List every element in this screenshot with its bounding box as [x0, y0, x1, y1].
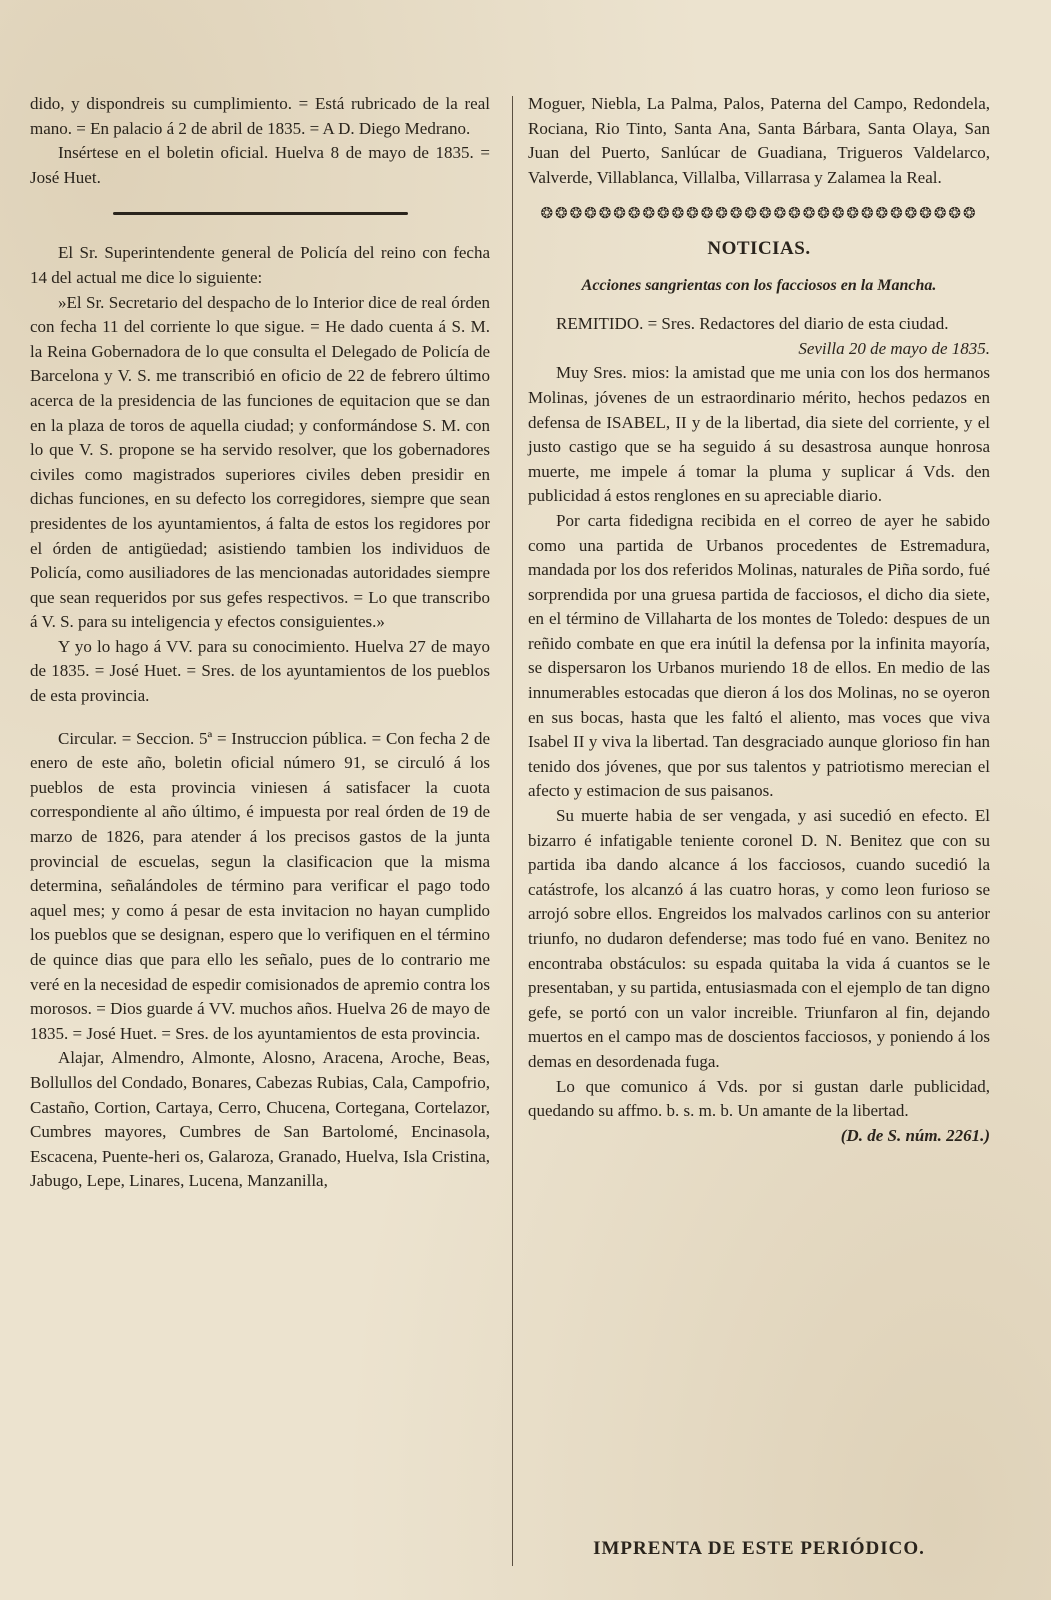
section-rule	[113, 212, 408, 215]
ornament-divider: ❂❂❂❂❂❂❂❂❂❂❂❂❂❂❂❂❂❂❂❂❂❂❂❂❂❂❂❂❂❂	[540, 206, 978, 223]
right-paragraph-3: Muy Sres. mios: la amistad que me unia con los dos hermanos Molinas, jóvenes de un estraordinario mérito, hechos pedazos en defensa de ISABEL, II y de la libertad, dia siete del corriente, y el justo castigo que se ha seguido á su desastrosa aunque honrosa muerte, me impele á tomar la pluma y suplicar á Vds. den publicidad á estos renglones en su apreciable diario.	[528, 363, 990, 506]
section-subheading: Acciones sangrientas con los facciosos en la Mancha.	[581, 276, 937, 294]
left-paragraph-3: El Sr. Superintendente general de Policía del reino con fecha 14 del actual me dice lo siguiente:	[30, 243, 490, 287]
section-heading: NOTICIAS.	[707, 237, 811, 259]
left-column	[30, 92, 490, 1194]
printer-imprint: IMPRENTA DE ESTE PERIÓDICO.	[593, 1538, 925, 1559]
right-town-list: Moguer, Niebla, La Palma, Palos, Paterna del Campo, Redondela, Rociana, Rio Tinto, Santa Ana, Santa Bárbara, Santa Olaya, San Juan del Puerto, Sanlúcar de Guadiana, Trigueros Valdelarco, Valverde, Villablanca, Villalba, Villarrasa y Zalamea la Real.	[528, 94, 990, 187]
right-paragraph-remitido: REMITIDO. = Sres. Redactores del diario de esta ciudad.	[556, 314, 949, 334]
left-town-list: Alajar, Almendro, Almonte, Alosno, Aracena, Aroche, Beas, Bollullos del Condado, Bonares, Cabezas Rubias, Cala, Campofrio, Castaño, Cortion, Cartaya, Cerro, Chucena, Cortegana, Cortelazor, Cumbres mayores, Cumbres de San Bartolomé, Encinasola, Escacena, Puente-heri os, Galaroza, Granado, Huelva, Isla Cristina, Jabugo, Lepe, Linares, Lucena, Manzanilla,	[30, 1048, 490, 1191]
right-paragraph-5: Su muerte habia de ser vengada, y asi sucedió en efecto. El bizarro é infatigable teniente coronel D. N. Benitez que con su partida iba dando alcance á los facciosos, cuando sucedió la catástrofe, los alcanzó á las cuatro horas, y como leon furioso se arrojó sobre ellos. Engreidos los malvados carlinos con su anterior triunfo, no dudaron defenderse; mas todo fué en vano. Benitez no encontraba obstáculos: su espada quitaba la vida á cuantos se le presentaban, y su partida, entusiasmada con el ejemplo de tan digno gefe, se portó con un valor increible. Triunfaron al fin, dejando muertos en el campo mas de doscientos facciosos, y poniendo á los demas en desordenada fuga.	[528, 806, 990, 1071]
right-paragraph-4: Por carta fidedigna recibida en el correo de ayer he sabido como una partida de Urbanos procedentes de Estremadura, mandada por los dos referidos Molinas, naturales de Piña sordo, fué sorprendida por una gruesa partida de facciosos, el dicho dia siete, en el término de Villaharta de los montes de Toledo: despues de un reñido combate en que era inútil la defensa por la infinita mayoría, se dispersaron los Urbanos muriendo 18 de ellos. En medio de las innumerables estocadas que dieron á los dos Molinas, no se oyeron en sus bocas, hasta que les faltó el aliento, mas voces que viva Isabel II y viva la libertad. Tan desgraciado aunque glorioso fin han tenido dos jóvenes, que por sus talentos y patriotismo merecian el afecto y estimacion de sus paisanos.	[528, 510, 990, 801]
source-signature: (D. de S. núm. 2261.)	[840, 1125, 990, 1145]
right-column	[528, 92, 990, 1148]
spacer	[30, 709, 490, 727]
left-paragraph-2: Insértese en el boletin oficial. Huelva 8 de mayo de 1835. = José Huet.	[30, 143, 490, 187]
dateline: Sevilla 20 de mayo de 1835.	[798, 338, 990, 358]
column-divider	[512, 96, 513, 1566]
right-paragraph-6: Lo que comunico á Vds. por si gustan darle publicidad, quedando su affmo. b. s. m. b. Un amante de la libertad.	[528, 1076, 990, 1121]
left-paragraph-5: Y yo lo hago á VV. para su conocimiento. Huelva 27 de mayo de 1835. = José Huet. = Sres. de los ayuntamientos de los pueblos de esta provincia.	[30, 636, 490, 706]
left-paragraph-6: Circular. = Seccion. 5ª = Instruccion pública. = Con fecha 2 de enero de este año, boletin oficial número 91, se circuló á los pueblos de esta provincia viniesen á satisfacer la cuota correspondiente al año último, é impuesta por real órden de 19 de marzo de 1826, para atender á los precisos gastos de la junta provincial de escuelas, segun la clasificacion que la misma determina, señalándoles de término para verificar el pago todo aquel mes; y como á pesar de esta invitacion no hayan cumplido los pueblos que se designan, espero que lo verifiquen en el término de quince dias que para ello les señalo, pues de lo contrario me veré en la necesidad de espedir comisionados de apremio contra los morosos. = Dios guarde á VV. muchos años. Huelva 26 de mayo de 1835. = José Huet. = Sres. de los ayuntamientos de esta provincia.	[30, 728, 490, 1043]
left-paragraph-1: dido, y dispondreis su cumplimiento. = Está rubricado de la real mano. = En palacio á 2 de abril de 1835. = A D. Diego Medrano.	[30, 94, 490, 138]
left-paragraph-4: »El Sr. Secretario del despacho de lo Interior dice de real órden con fecha 11 del corriente lo que sigue. = He dado cuenta á S. M. la Reina Gobernadora de lo que consulta el Delegado de Policía de Barcelona y V. S. me transcribió en oficio de 22 de febrero último acerca de la presidencia de las funciones de equitacion que se dan en la plaza de toros de aquella ciudad; y conformándose S. M. con lo que V. S. propone se ha servido resolver, que los gobernadores civiles como magistrados superiores civiles deben presidir en dichas funciones, en su defecto los corregidores, siempre que sean presidentes de los ayuntamientos, á falta de estos los regidores por el órden de antigüedad; asistiendo tambien los individuos de Policía, como ausiliadores de las mencionadas autoridades siempre que sean requeridos por sus gefes respectivos. = Lo que transcribo á V. S. para su inteligencia y efectos consiguientes.»	[30, 292, 490, 632]
